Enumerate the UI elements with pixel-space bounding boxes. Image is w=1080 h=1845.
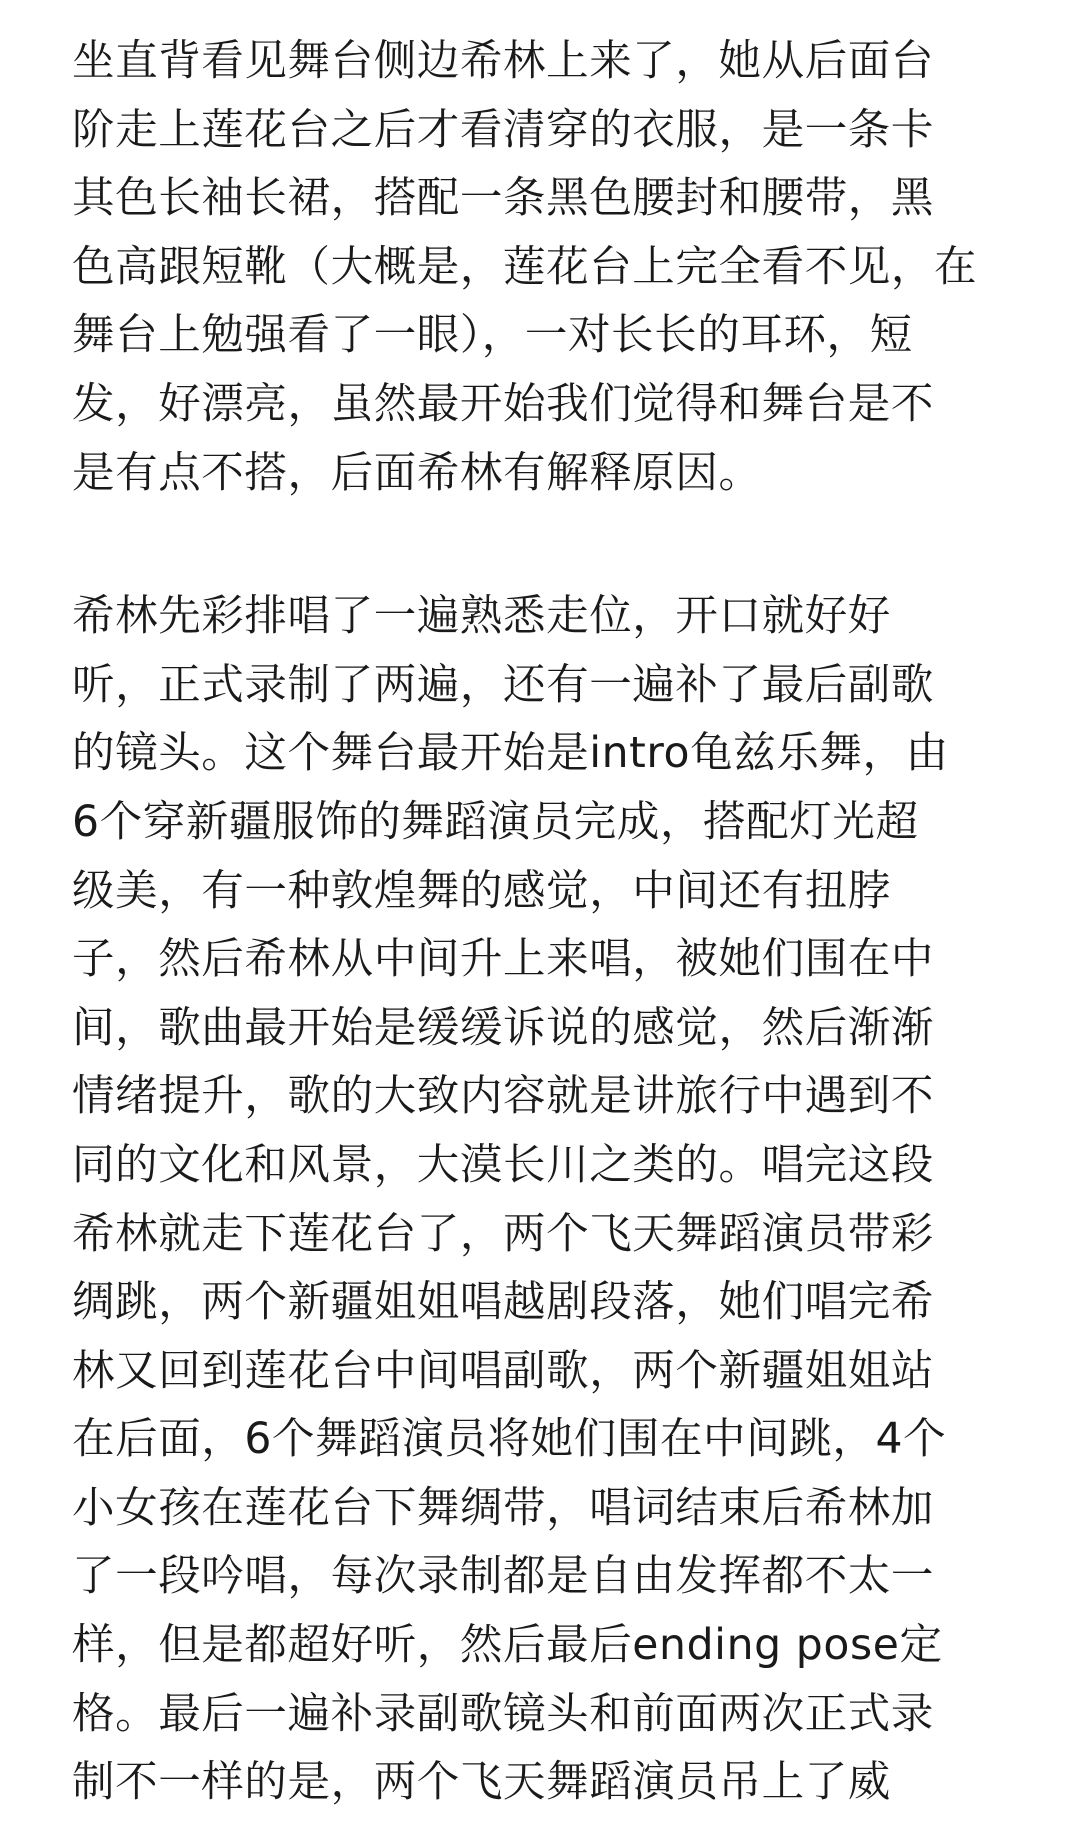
text-line: 希林就走下莲花台了，两个飞天舞蹈演员带彩: [72, 1209, 935, 1259]
text-line: 样，但是都超好听，然后最后ending pose定: [72, 1621, 943, 1671]
text-line: 间，歌曲最开始是缓缓诉说的感觉，然后渐渐: [72, 1003, 935, 1053]
text-line: 绸跳，两个新疆姐姐唱越剧段落，她们唱完希: [72, 1278, 935, 1328]
text-line: 6个穿新疆服饰的舞蹈演员完成，搭配灯光超: [72, 797, 919, 847]
text-line: 发，好漂亮，虽然最开始我们觉得和舞台是不: [72, 379, 935, 429]
text-line: 希林先彩排唱了一遍熟悉走位，开口就好好: [72, 592, 891, 642]
article-body: [72, 28, 1032, 1818]
text-line: 色高跟短靴（大概是，莲花台上完全看不见，在: [72, 242, 978, 292]
text-line: 小女孩在莲花台下舞绸带，唱词结束后希林加: [72, 1483, 935, 1533]
text-line: 林又回到莲花台中间唱副歌，两个新疆姐姐站: [72, 1346, 935, 1396]
text-line: 是有点不搭，后面希林有解释原因。: [72, 448, 762, 498]
text-line: 制不一样的是，两个飞天舞蹈演员吊上了威: [72, 1758, 891, 1808]
text-line: 同的文化和风景，大漠长川之类的。唱完这段: [72, 1140, 935, 1190]
text-line: 坐直背看见舞台侧边希林上来了，她从后面台: [72, 37, 935, 86]
text-line: 其色长袖长裙，搭配一条黑色腰封和腰带，黑: [72, 174, 935, 224]
text-line: 格。最后一遍补录副歌镜头和前面两次正式录: [72, 1689, 935, 1739]
paragraph-spacer: [72, 508, 1032, 583]
text-line: 阶走上莲花台之后才看清穿的衣服，是一条卡: [72, 105, 935, 155]
text-line: 的镜头。这个舞台最开始是intro龟兹乐舞，由: [72, 729, 949, 779]
text-line: 了一段吟唱，每次录制都是自由发挥都不太一: [72, 1552, 935, 1602]
text-line: 在后面，6个舞蹈演员将她们围在中间跳，4个: [72, 1415, 947, 1465]
text-line: 级美，有一种敦煌舞的感觉，中间还有扭脖: [72, 866, 891, 916]
text-line: 子，然后希林从中间升上来唱，被她们围在中: [72, 935, 935, 985]
paragraph-2: [72, 583, 1032, 1818]
text-line: 舞台上勉强看了一眼），一对长长的耳环，短: [72, 311, 913, 361]
paragraph-1: [72, 28, 1032, 508]
text-line: 情绪提升，歌的大致内容就是讲旅行中遇到不: [72, 1072, 935, 1122]
text-line: 听，正式录制了两遍，还有一遍补了最后副歌: [72, 660, 935, 710]
